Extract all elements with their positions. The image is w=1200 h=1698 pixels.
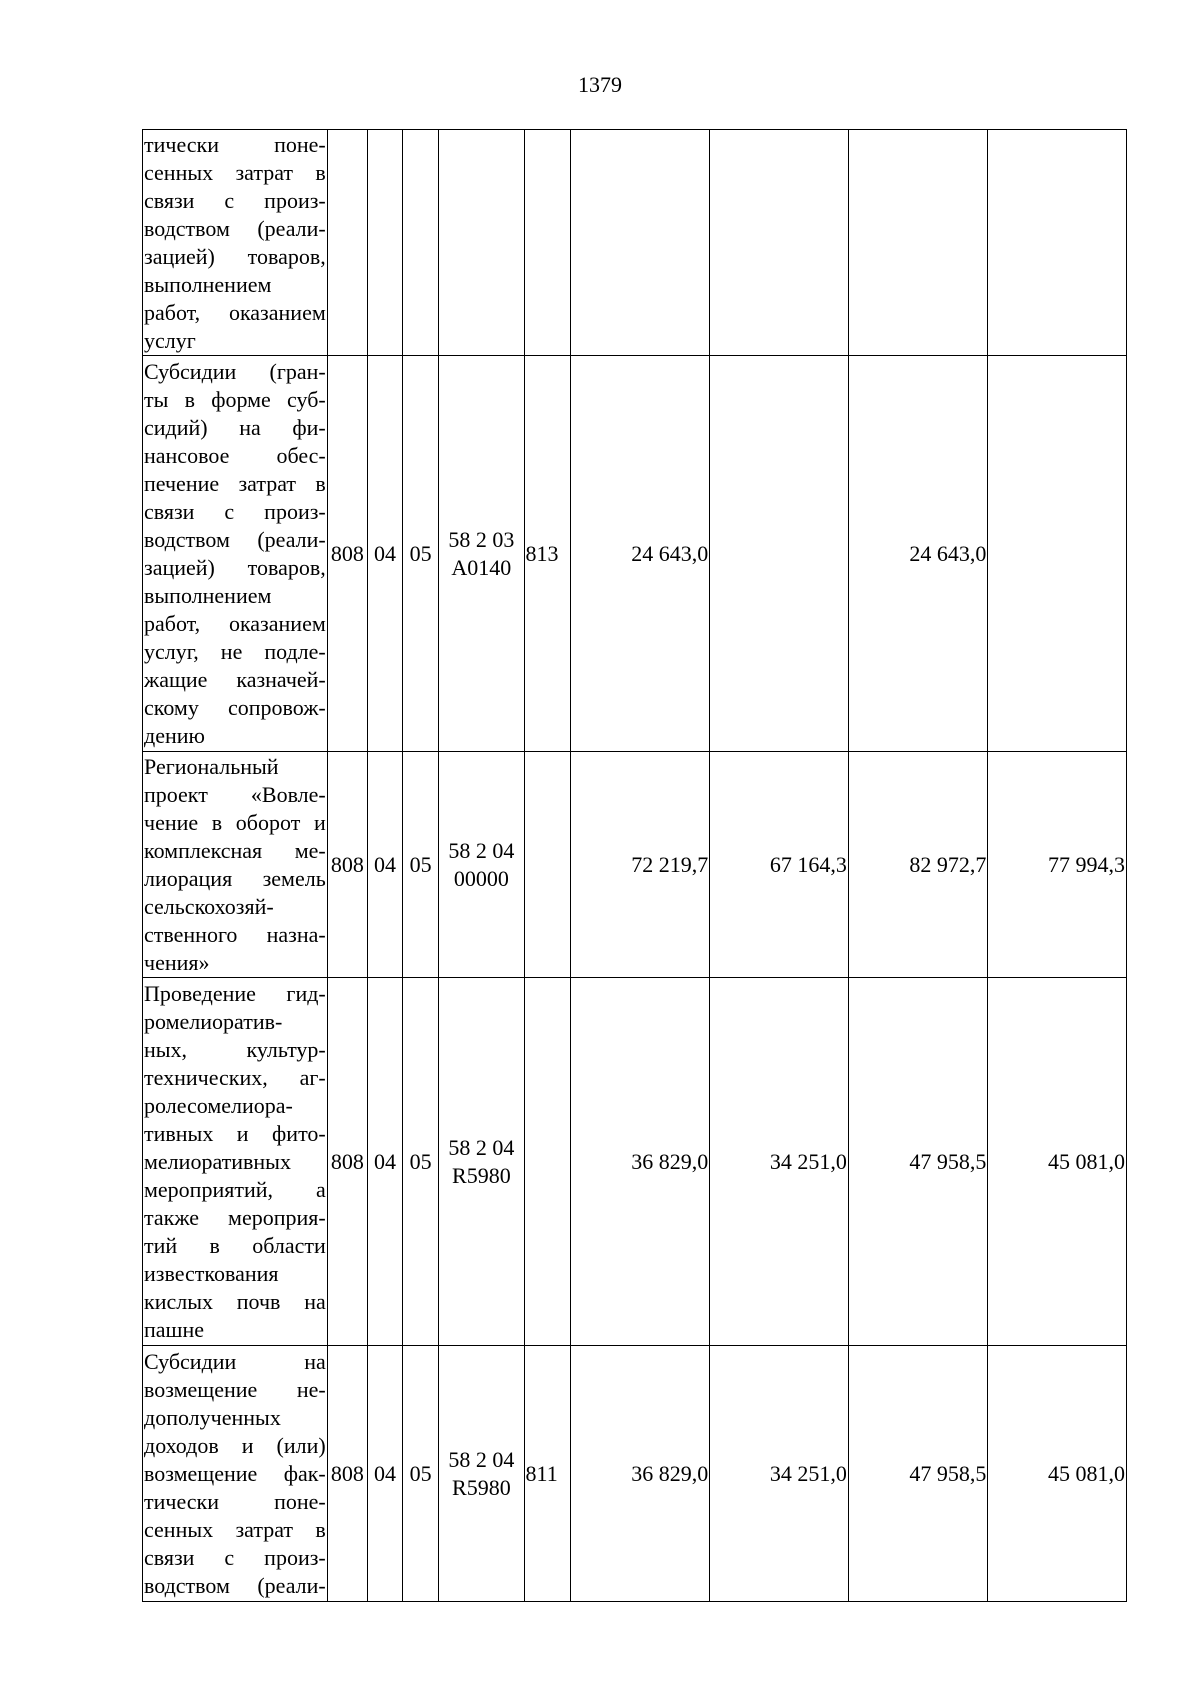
target-article-line: 58 2 04 [448,837,515,863]
item-name-line: водством (реали- [144,1572,326,1598]
table-row [143,978,1127,1346]
amount-cell-3 [848,130,988,356]
subsection-code-cell: 05 [403,752,439,978]
section-code-cell [367,130,402,356]
expense-type-cell [524,130,570,356]
target-article-cell [439,1346,524,1602]
item-name-line: дению [144,722,205,748]
item-name-line: Проведение гид- [144,980,326,1006]
item-name-line: ромелиоратив- [144,1008,283,1034]
item-name-line: возмещение не- [144,1376,326,1402]
amount-cell-3: 47 958,5 [848,978,988,1346]
budget-table [142,129,1127,1602]
grbs-code-cell: 808 [327,978,367,1346]
section-code-cell: 04 [367,978,402,1346]
item-name-line: услуг [144,327,196,353]
target-article-line: 58 2 03 [448,526,515,552]
item-name-line: кислых почв на [144,1288,326,1314]
item-name-line: чение в оборот и [144,809,326,835]
amount-cell-2: 34 251,0 [710,1346,849,1602]
item-name-line: тически поне- [144,1488,326,1514]
target-article-line: 00000 [453,865,509,891]
item-name-line: выполнением [144,271,272,297]
amount-cell-4 [988,356,1127,752]
target-article-cell [439,978,524,1346]
item-name-line: печение затрат в [144,470,326,496]
item-name-line: лиорация земель [144,865,326,891]
amount-cell-1: 36 829,0 [570,1346,710,1602]
item-name-line: жащие казначей- [144,666,326,692]
amount-cell-1: 72 219,7 [570,752,710,978]
item-name-line: связи с произ- [144,498,326,524]
amount-cell-1: 24 643,0 [570,356,710,752]
item-name-line: известкования [144,1260,279,1286]
item-name-line: ных, культур- [144,1036,326,1062]
item-name-cell [143,356,328,752]
expense-type-cell: 813 [524,356,570,752]
item-name-line: мелиоративных [144,1148,291,1174]
item-name-line: зацией) товаров, [144,243,326,269]
amount-cell-3: 47 958,5 [848,1346,988,1602]
item-name-cell [143,1346,328,1602]
amount-cell-4 [988,130,1127,356]
item-name-line: тий в области [144,1232,326,1258]
item-name-line: ты в форме суб- [144,386,326,412]
item-name-line: связи с произ- [144,187,326,213]
amount-cell-4: 45 081,0 [988,978,1127,1346]
target-article-cell [439,752,524,978]
grbs-code-cell: 808 [327,1346,367,1602]
item-name-line: услуг, не подле- [144,638,326,664]
amount-cell-2 [710,130,849,356]
table-row [143,130,1127,356]
expense-type-cell [524,978,570,1346]
item-name-line: скому сопровож- [144,694,326,720]
item-name-line: связи с произ- [144,1544,326,1570]
item-name-line: мероприятий, а [144,1176,326,1202]
item-name-line: проект «Вовле- [144,781,326,807]
grbs-code-cell: 808 [327,356,367,752]
amount-cell-4: 45 081,0 [988,1346,1127,1602]
item-name-line: ственного назна- [144,921,326,947]
amount-cell-1: 36 829,0 [570,978,710,1346]
item-name-line: тивных и фито- [144,1120,326,1146]
section-code-cell: 04 [367,1346,402,1602]
item-name-line: возмещение фак- [144,1460,326,1486]
target-article-line: 58 2 04 [448,1446,515,1472]
page-number: 1379 [578,72,622,97]
item-name-line: тически поне- [144,131,326,157]
item-name-line: выполнением [144,582,272,608]
table-row [143,752,1127,978]
item-name-line: дополученных [144,1404,281,1430]
grbs-code-cell: 808 [327,752,367,978]
amount-cell-3: 82 972,7 [848,752,988,978]
target-article-line: А0140 [451,554,512,580]
grbs-code-cell [327,130,367,356]
item-name-line: зацией) товаров, [144,554,326,580]
target-article-line: R5980 [452,1474,511,1500]
item-name-line: Региональный [144,753,279,779]
item-name-line: работ, оказанием [144,610,326,636]
item-name-line: доходов и (или) [144,1432,326,1458]
amount-cell-3: 24 643,0 [848,356,988,752]
item-name-line: Субсидии (гран- [144,358,326,384]
target-article-cell [439,130,524,356]
amount-cell-2 [710,356,849,752]
item-name-line: ролесомелиора- [144,1092,293,1118]
item-name-line: сенных затрат в [144,1516,326,1542]
item-name-line: работ, оказанием [144,299,326,325]
item-name-cell [143,130,328,356]
target-article-line: 58 2 04 [448,1134,515,1160]
table-row [143,1346,1127,1602]
section-code-cell: 04 [367,752,402,978]
amount-cell-2: 67 164,3 [710,752,849,978]
item-name-line: пашне [144,1316,205,1342]
expense-type-cell [524,752,570,978]
section-code-cell: 04 [367,356,402,752]
item-name-line: сидий) на фи- [144,414,326,440]
item-name-line: также мероприя- [144,1204,326,1230]
item-name-line: водством (реали- [144,215,326,241]
amount-cell-4: 77 994,3 [988,752,1127,978]
item-name-line: комплексная ме- [144,837,326,863]
subsection-code-cell: 05 [403,978,439,1346]
subsection-code-cell: 05 [403,1346,439,1602]
item-name-cell [143,752,328,978]
item-name-line: сельскохозяй- [144,893,274,919]
expense-type-cell: 811 [524,1346,570,1602]
item-name-line: нансовое обес- [144,442,326,468]
item-name-line: технических, аг- [144,1064,326,1090]
amount-cell-2: 34 251,0 [710,978,849,1346]
item-name-line: Субсидии на [144,1348,326,1374]
item-name-line: сенных затрат в [144,159,326,185]
subsection-code-cell: 05 [403,356,439,752]
target-article-cell [439,356,524,752]
item-name-line: чения» [144,949,210,975]
amount-cell-1 [570,130,710,356]
subsection-code-cell [403,130,439,356]
target-article-line: R5980 [452,1162,511,1188]
budget-table-body [143,130,1127,1602]
item-name-line: водством (реали- [144,526,326,552]
item-name-cell [143,978,328,1346]
table-row [143,356,1127,752]
